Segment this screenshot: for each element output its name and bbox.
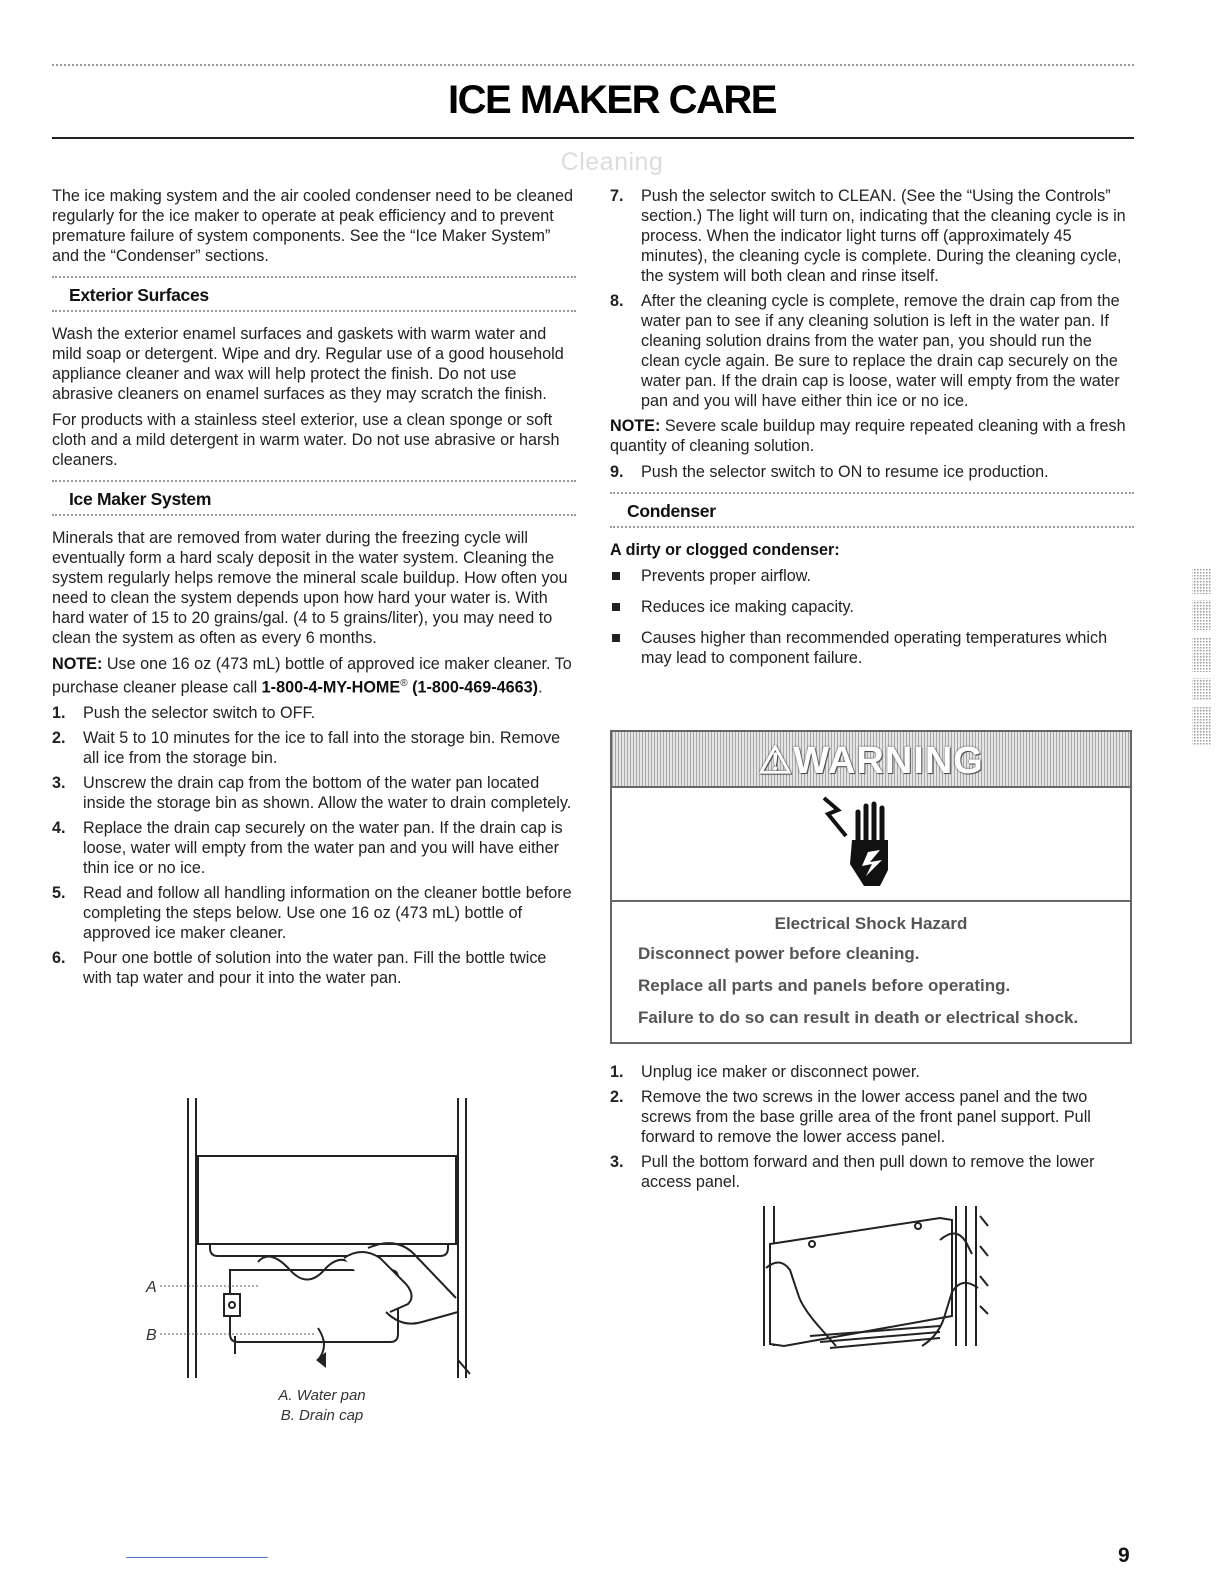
step-number: 1. xyxy=(52,704,66,723)
warning-box xyxy=(610,730,1132,1044)
caption-drain-cap: B. Drain cap xyxy=(280,1407,364,1424)
registered-mark: ® xyxy=(400,678,408,689)
bullet-item: Causes higher than recommended operating temperatures which may lead to component failure. xyxy=(610,628,1134,668)
step-text: Remove the two screws in the lower access panel and the two screws from the base grille area of the front panel support. Pull forward to remove the lower access panel. xyxy=(641,1088,1091,1146)
page-title: ICE MAKER CARE xyxy=(448,78,776,122)
step-text: Read and follow all handling information on the cleaner bottle before completing the steps below. Use one 16 oz (473 mL) bottle of approved ice maker cleaner. xyxy=(83,884,572,943)
step-item xyxy=(610,1087,1134,1147)
condenser-bullets xyxy=(610,566,1134,668)
condenser-intro xyxy=(610,540,1134,560)
step-number: 2. xyxy=(610,1088,624,1106)
note-label: NOTE: xyxy=(610,417,661,435)
cleaning-step-9 xyxy=(610,462,1134,482)
top-dotted-rule xyxy=(52,64,1134,66)
step-number: 4. xyxy=(52,819,66,838)
system-note xyxy=(52,654,576,697)
exterior-paragraph-2: For products with a stainless steel exterior, use a clean sponge or soft cloth and a mild detergent in warm water. Do not use abrasive or harsh cleaners. xyxy=(52,411,560,469)
note-text: Use one 16 oz (473 mL) bottle of approved ice maker cleaner. To purchase cleaner please call xyxy=(52,655,572,697)
step-item xyxy=(610,1062,1134,1082)
system-paragraph: Minerals that are removed from water during the freezing cycle will eventually form a hard scaly deposit in the water system. Cleaning the system regularly helps remove the mineral scale buildup. How often you need to clean the system depends upon how hard your water is. With hard water of 15 to 20 grains/gal. (4 to 5 grains/liter), you may need to clean the system as often as every 6 months. xyxy=(52,529,568,647)
footer-link-underline xyxy=(126,1557,268,1558)
warning-banner xyxy=(612,732,1130,788)
phone-number: 1-800-4-MY-HOME xyxy=(261,678,401,697)
step-number: 3. xyxy=(52,774,66,793)
condenser-steps xyxy=(610,1062,1134,1192)
caption-water-pan: A. Water pan xyxy=(278,1387,366,1404)
step-number: 5. xyxy=(52,884,66,903)
step-text: Replace the drain cap securely on the water pan. If the drain cap is loose, water will empty from the water pan and you will have either thin ice or no ice. xyxy=(83,819,563,878)
condenser-header xyxy=(610,492,1134,528)
intro-paragraph: The ice making system and the air cooled condenser need to be cleaned regularly for the ice maker to operate at peak efficiency and to prevent premature failure of system components. See the “Ice Maker System” and the “Condenser” sections. xyxy=(52,187,574,265)
hazard-title: Electrical Shock Hazard xyxy=(774,914,968,933)
step-item xyxy=(52,773,576,813)
exterior-surfaces-header xyxy=(52,276,576,312)
shock-hand-icon xyxy=(612,790,1130,900)
water-pan-illustration xyxy=(140,1098,490,1388)
step-item xyxy=(610,291,1134,411)
access-panel-illustration xyxy=(740,1196,1020,1376)
hazard-line-1: Disconnect power before cleaning. xyxy=(638,944,920,963)
step-text: Unscrew the drain cap from the bottom of the water pan located inside the storage bin as shown. Allow the water to drain completely. xyxy=(83,774,572,813)
note-label: NOTE: xyxy=(52,655,103,673)
step-number: 8. xyxy=(610,292,624,310)
figure-label-a: A xyxy=(146,1279,157,1296)
ice-maker-system-heading: Ice Maker System xyxy=(69,489,212,509)
step-item xyxy=(52,948,576,988)
step-item xyxy=(52,883,576,943)
step-text: After the cleaning cycle is complete, remove the drain cap from the water pan to see if any cleaning solution is left in the water pan. If cleaning solution drains from the water pan, you should run the clean cycle again. Be sure to replace the drain cap securely on the water pan. If the drain cap is loose, water will empty from the water pan and you will have either thin ice or no ice. xyxy=(641,292,1120,410)
hazard-line-3: Failure to do so can result in death or electrical shock. xyxy=(638,1008,1079,1027)
condenser-steps-column xyxy=(610,1062,1134,1197)
step-item xyxy=(610,462,1134,482)
water-pan-drawing xyxy=(140,1098,490,1388)
cleaning-steps-left xyxy=(52,703,576,988)
step-number: 9. xyxy=(610,463,624,481)
exterior-paragraph-1: Wash the exterior enamel surfaces and gaskets with warm water and mild soap or detergent. Wipe and dry. Regular use of a good household appliance cleaner and wax will help protect the finish. Do not use abrasive cleaners on enamel surfaces as they may scratch the finish. xyxy=(52,325,564,403)
note-end: . xyxy=(538,678,543,697)
step-text: Push the selector switch to CLEAN. (See the “Using the Controls” section.) The light will turn on, indicating that the cleaning cycle is in process. When the indicator light turns off (approximately 45 minutes), the cleaning cycle is complete. During the cleaning cycle, the system will both clean and rinse itself. xyxy=(641,187,1126,285)
cleaning-steps-right xyxy=(610,186,1134,411)
step-number: 2. xyxy=(52,729,66,748)
step-number: 6. xyxy=(52,949,66,968)
warning-label: ⚠WARNING xyxy=(758,740,984,782)
exterior-surfaces-heading: Exterior Surfaces xyxy=(69,285,209,305)
step-item xyxy=(610,186,1134,286)
access-panel-drawing xyxy=(740,1196,1020,1376)
step-text: Wait 5 to 10 minutes for the ice to fall into the storage bin. Remove all ice from the storage bin. xyxy=(83,729,561,768)
figure-caption xyxy=(222,1386,422,1426)
hazard-line-2: Replace all parts and panels before operating. xyxy=(638,976,1011,995)
warning-separator xyxy=(612,900,1130,902)
side-tab-graphic xyxy=(1188,560,1220,760)
step-number: 1. xyxy=(610,1063,624,1081)
page-number: 9 xyxy=(1118,1544,1130,1567)
step-text: Pull the bottom forward and then pull down to remove the lower access panel. xyxy=(641,1153,1095,1191)
phone-number-alt: (1-800-469-4663) xyxy=(412,678,539,697)
step-item xyxy=(52,818,576,878)
bullet-item: Reduces ice making capacity. xyxy=(610,597,1134,617)
condenser-heading: Condenser xyxy=(627,501,716,521)
step-item xyxy=(52,703,576,723)
step-item xyxy=(52,728,576,768)
step-number: 7. xyxy=(610,187,624,205)
section-heading: Cleaning xyxy=(560,148,664,176)
language-side-tab xyxy=(1188,560,1220,760)
condenser-intro-text: A dirty or clogged condenser: xyxy=(610,541,840,559)
ice-maker-system-header xyxy=(52,480,576,516)
left-column xyxy=(52,186,576,993)
bullet-item: Prevents proper airflow. xyxy=(610,566,1134,586)
step-item xyxy=(610,1152,1134,1192)
step-text: Unplug ice maker or disconnect power. xyxy=(641,1063,920,1081)
note-text: Severe scale buildup may require repeated cleaning with a fresh quantity of cleaning solution. xyxy=(610,417,1126,455)
scale-note xyxy=(610,416,1134,456)
right-column xyxy=(610,186,1134,679)
step-number: 3. xyxy=(610,1153,624,1171)
step-text: Pour one bottle of solution into the water pan. Fill the bottle twice with tap water and pour it into the water pan. xyxy=(83,949,547,988)
title-underline xyxy=(52,137,1134,139)
step-text: Push the selector switch to ON to resume ice production. xyxy=(641,463,1049,481)
electrical-shock-icon xyxy=(612,790,1130,900)
step-text: Push the selector switch to OFF. xyxy=(83,704,316,723)
figure-label-b: B xyxy=(146,1327,157,1344)
